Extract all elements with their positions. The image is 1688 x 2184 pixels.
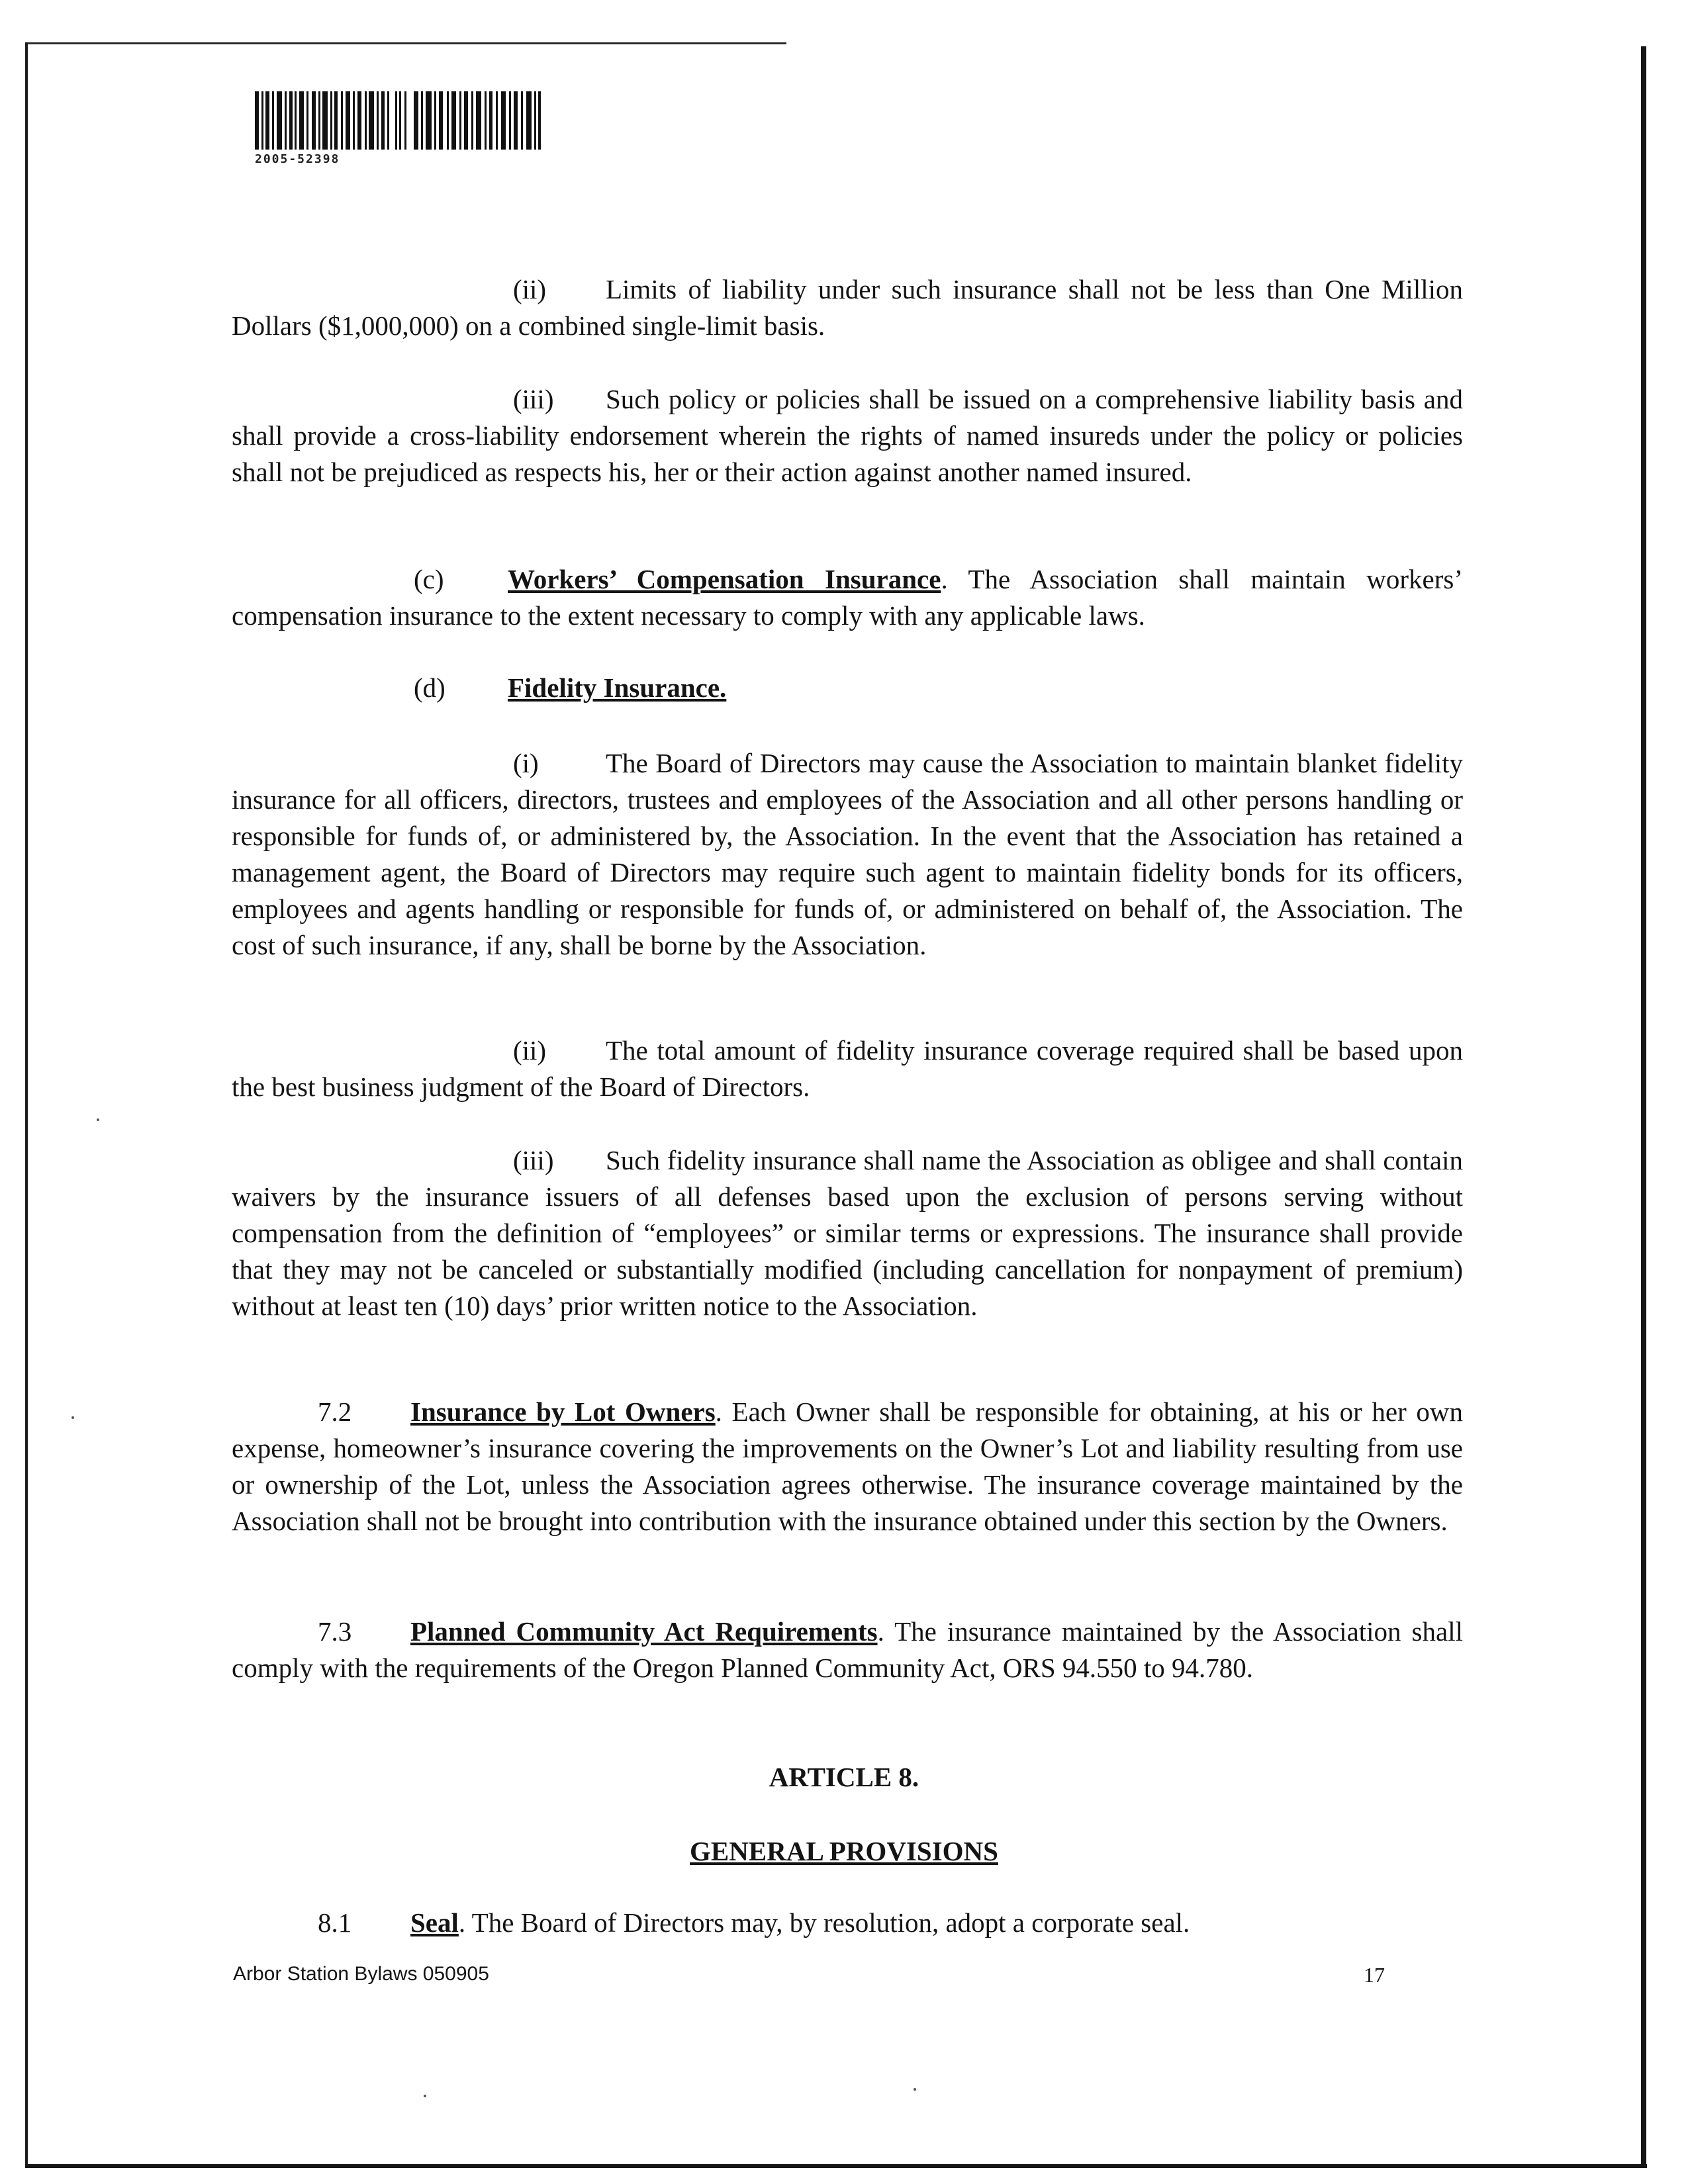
section-heading: Workers’ Compensation Insurance <box>508 564 941 594</box>
section-7-3-planned-community <box>232 1614 1463 1686</box>
scan-speck <box>424 2095 426 2097</box>
section-heading: Insurance by Lot Owners <box>410 1396 716 1427</box>
item-number: (i) <box>513 748 539 778</box>
item-number: (iii) <box>513 1145 554 1175</box>
paragraph-c-workers-compensation <box>232 561 1463 634</box>
paragraph-text: . Each Owner shall be responsible for obtaining, at his or her own expense, homeowner’s insurance covering the improvements on the Owner’s Lot and liability resulting from use or ownership of the Lot, unless the Association agrees otherwise. The insurance coverage maintained by the Association shall not be brought into contribution with the insurance obtained under this section by the Owners. <box>232 1396 1463 1536</box>
item-number: (ii) <box>513 1035 547 1066</box>
section-heading: Seal <box>410 1907 459 1938</box>
paragraph-text: The Board of Directors may cause the Association to maintain blanket fidelity insurance for all officers, directors, trustees and employees of the Association and all other persons handling or responsible for funds of, or administered by, the Association. In the event that the Association has retained a management agent, the Board of Directors may require such agent to maintain fidelity bonds for its officers, employees and agents handling or responsible for funds of, or administered on behalf of, the Association. The cost of such insurance, if any, shall be borne by the Association. <box>232 748 1463 960</box>
section-heading: Fidelity Insurance. <box>508 672 727 703</box>
paragraph-text: Such fidelity insurance shall name the Association as obligee and shall contain waivers by the insurance issuers of all defenses based upon the exclusion of persons serving without compensation from the definition of “employees” or similar terms or expressions. The insurance shall provide that they may not be canceled or substantially modified (including cancellation for nonpayment of premium) without at least ten (10) days’ prior written notice to the Association. <box>232 1145 1463 1321</box>
scan-border-bottom <box>25 2164 1647 2168</box>
scan-speck <box>71 1416 74 1419</box>
section-8-1-seal <box>232 1905 1463 1941</box>
paragraph-ii-fidelity-amount <box>232 1032 1463 1105</box>
scan-speck <box>914 2088 916 2091</box>
section-7-2-lot-owners <box>232 1394 1463 1539</box>
item-number: (ii) <box>513 274 547 304</box>
paragraph-text: . The insurance maintained by the Association shall comply with the requirements of the Oregon Planned Community Act, ORS 94.550 to 94.780. <box>232 1616 1463 1683</box>
paragraph-iii-policy <box>232 381 1463 490</box>
footer-document-name: Arbor Station Bylaws 050905 <box>233 1963 489 1985</box>
item-number: (iii) <box>513 384 554 414</box>
paragraph-text: Such policy or policies shall be issued on a comprehensive liability basis and shall provide a cross-liability endorsement wherein the rights of named insureds under the policy or policies shall not be prejudiced as respects his, her or their action against another named insured. <box>232 384 1463 487</box>
paragraph-ii-limits <box>232 271 1463 344</box>
paragraph-i-blanket-fidelity <box>232 745 1463 964</box>
item-number: (d) <box>414 672 445 703</box>
article-title: ARTICLE 8. <box>769 1762 919 1792</box>
section-number: 7.3 <box>318 1616 352 1647</box>
article-subtitle: GENERAL PROVISIONS <box>690 1836 998 1866</box>
item-number: (c) <box>414 564 444 594</box>
barcode <box>255 91 541 150</box>
paragraph-iii-fidelity-obligee <box>232 1142 1463 1324</box>
section-number: 7.2 <box>318 1396 352 1427</box>
paragraph-text: . The Association shall maintain workers’ compensation insurance to the extent necessary to comply with any applicable laws. <box>232 564 1463 631</box>
paragraph-d-fidelity-heading <box>232 670 1463 706</box>
section-heading: Planned Community Act Requirements <box>410 1616 878 1647</box>
section-number: 8.1 <box>318 1907 352 1938</box>
scan-speck <box>97 1118 99 1121</box>
paragraph-text: . The Board of Directors may, by resolution, adopt a corporate seal. <box>458 1907 1190 1938</box>
paragraph-text: The total amount of fidelity insurance coverage required shall be based upon the best business judgment of the Board of Directors. <box>232 1035 1463 1102</box>
paragraph-text: Limits of liability under such insurance shall not be less than One Million Dollars ($1,000,000) on a combined single-limit basis. <box>232 274 1463 341</box>
footer-page-number: 17 <box>1364 1963 1385 1987</box>
barcode-number: 2005-52398 <box>255 152 340 166</box>
scan-border-top <box>25 42 786 44</box>
